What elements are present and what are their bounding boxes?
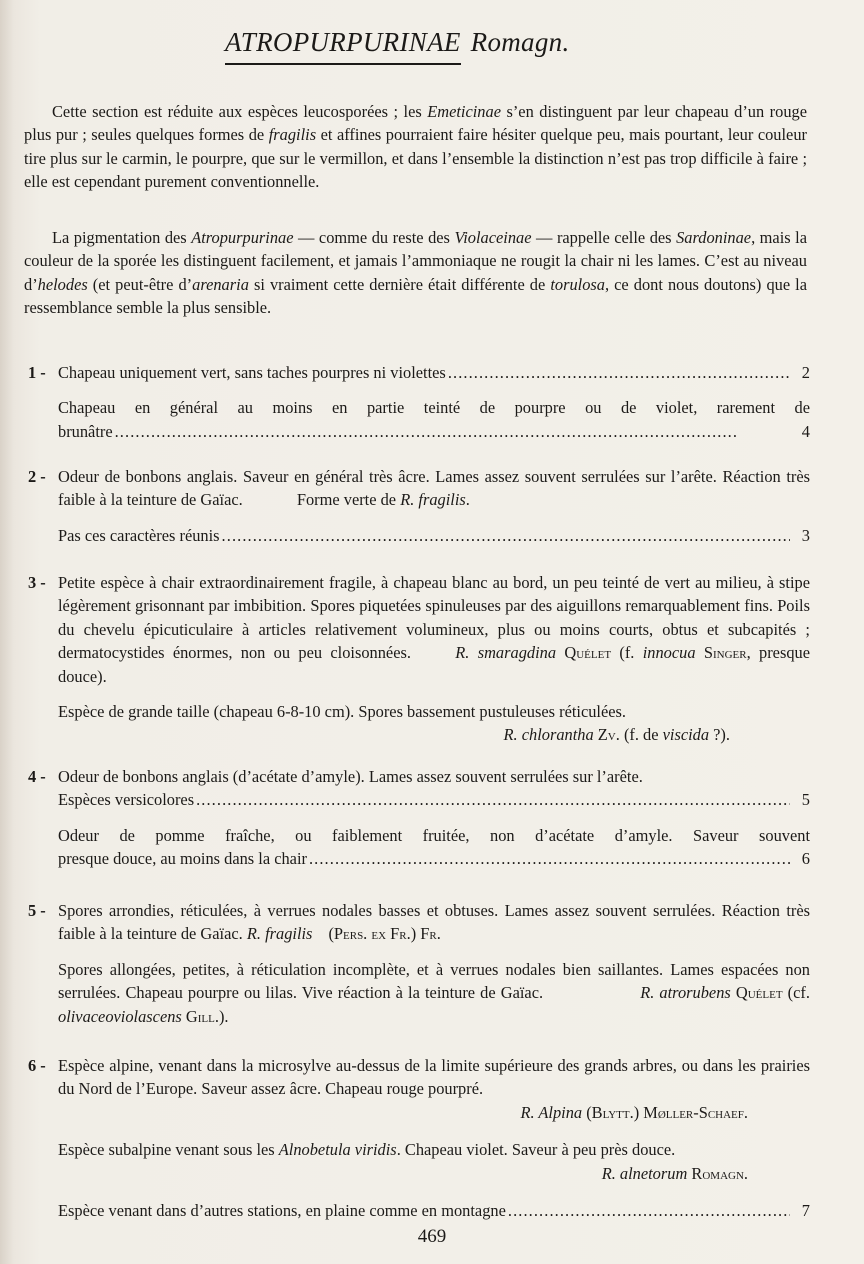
couplet-number: 5 -: [28, 901, 46, 920]
text: s’en distinguent par leur chapeau d’un rouge plus pur ; seules quelques formes de: [24, 102, 808, 145]
lead-text: Espèce de grande taille (chapeau 6-8-10 cm). Spores bassement pustuleuses réticulées.: [58, 702, 626, 722]
taxon-name: R. fragilis: [246, 924, 313, 944]
result-taxon: [58, 1162, 810, 1185]
taxon-name: R. fragilis: [400, 490, 466, 510]
leader-dots: [508, 1199, 790, 1222]
text: Forme verte de: [296, 490, 401, 510]
text: (cf.: [782, 983, 810, 1003]
key-lead-alternative: [24, 396, 810, 443]
lead-text: Spores arrondies, réticulées, à verrues nodales basses et obtuses. Lames assez souvent serrulées. Réaction très faible à la teinture de Gaïac.: [58, 901, 810, 944]
authority: Zv.: [597, 725, 620, 745]
goto-number: 4: [801, 421, 810, 441]
section-title: [225, 27, 570, 65]
key-lead: [24, 899, 810, 946]
taxon-name: R. smaragdina: [455, 643, 557, 663]
result-taxon: [297, 490, 470, 509]
couplet-number: 2 -: [28, 467, 46, 486]
leader-dots: [196, 788, 790, 811]
couplet-number: 1 -: [28, 363, 46, 382]
lead-text: Chapeau en général au moins en partie teinté de pourpre ou de violet, rarement de: [58, 398, 810, 418]
lead-text: brunâtre: [58, 421, 113, 441]
page-number: 469: [417, 1226, 447, 1247]
taxon-name: Sardoninae: [676, 228, 752, 247]
result-taxon: [58, 1101, 810, 1124]
lead-text: Spores allongées, petites, à réticulation incomplète, et à verrues nodales bien saillantes. Lames espacées non serrulées. Chapeau pourpre ou lilas. Vive réaction à la teinture de Gaïac.: [58, 959, 810, 1003]
text: (et peut-être d’: [87, 274, 193, 294]
taxon-name: Violaceinae: [454, 228, 532, 247]
key-couplet-6: [24, 1054, 810, 1222]
text: ).: [218, 1006, 229, 1026]
leader-dots: [309, 847, 790, 870]
taxon-name: R. atrorubens: [640, 983, 731, 1003]
result-taxon: [58, 723, 810, 746]
text: Cette section est réduite aux espèces leucosporées ; les: [52, 102, 428, 121]
text: La pigmentation des: [52, 228, 192, 247]
taxon-name: olivaceoviolascens: [58, 1006, 182, 1026]
lead-text: Odeur de bonbons anglais (d’acétate d’amyle). Lames assez souvent serrulées sur l’arête.: [58, 767, 643, 786]
key-lead-alternative: [24, 1199, 810, 1222]
text: — rappelle celle des: [531, 228, 677, 247]
key-couplet-4: [24, 765, 810, 871]
lead-text: presque douce, au moins dans la chair: [58, 849, 307, 869]
text: si vraiment cette dernière était différente de: [248, 274, 551, 294]
authority: Romagn.: [691, 1163, 748, 1183]
text: — comme du reste des: [293, 228, 455, 247]
text: , presque douce).: [58, 643, 810, 686]
text: et affines pourraient faire hésiter quelque peu, mais pourtant, leur couleur tire plus sur le carmin, le pourpre, que sur le vermillon, et dans l’ensemble la distinction n’est pas trop difficile à faire ; elle est cependant purement conventionnelle.: [24, 125, 807, 192]
leader-dots: [448, 361, 790, 384]
text: , ce dont nous doutons) que la ressemblance semble la plus sensible.: [24, 274, 808, 318]
key-couplet-2: [24, 465, 810, 547]
key-lead: [24, 571, 810, 688]
key-couplet-5: [24, 899, 810, 1028]
lead-text: Espèces versicolores: [58, 790, 195, 810]
key-couplet-1: [24, 361, 810, 443]
taxon-name: helodes: [37, 274, 88, 294]
authority: (Pers. ex Fr.) Fr.: [328, 924, 441, 944]
lead-text: Pas ces caractères réunis: [58, 525, 220, 545]
key-lead-alternative: [24, 824, 810, 871]
taxon-name: arenaria: [192, 274, 249, 294]
goto-number: 6: [801, 849, 810, 869]
lead-text: Odeur de bonbons anglais. Saveur en général très âcre. Lames assez souvent serrulées sur l’arête. Réaction très faible à la teinture de Gaïac.: [58, 467, 810, 510]
leader-dots: [222, 524, 790, 547]
lead-text: Espèce venant dans d’autres stations, en plaine comme en montagne: [58, 1201, 506, 1221]
text: ?).: [709, 725, 730, 745]
taxon-name: Atropurpurinae: [191, 228, 294, 247]
goto-number: 3: [801, 525, 810, 545]
goto-number: 7: [801, 1201, 810, 1221]
taxon-name: innocua: [642, 643, 696, 663]
key-lead: [24, 361, 810, 384]
taxon-name: fragilis: [268, 125, 317, 145]
leader-dots: [115, 420, 790, 443]
authority: Singer: [703, 643, 747, 663]
couplet-number: 4 -: [28, 767, 46, 786]
key-lead: [24, 1054, 810, 1124]
text: (f. de: [619, 725, 663, 745]
key-lead-alternative: [24, 700, 810, 747]
taxon-name: R. chlorantha: [503, 725, 594, 745]
text: Espèce subalpine venant sous les: [58, 1140, 279, 1160]
lead-text: [58, 1138, 810, 1161]
taxon-name: R. alnetorum: [601, 1163, 688, 1183]
taxon-name: torulosa: [550, 274, 605, 294]
text: , mais la couleur de la sporée les distinguent facilement, et jamais l’ammoniaque ne rougit la chair ni les lames. C’est au niveau d’: [24, 228, 807, 294]
lead-text: Odeur de pomme fraîche, ou faiblement fruitée, non d’acétate d’amyle. Saveur souvent: [58, 825, 810, 845]
section-title-author: Romagn.: [470, 27, 570, 57]
couplet-number: 3 -: [28, 573, 46, 592]
key-lead-alternative: [24, 524, 810, 547]
taxon-name: Emeticinae: [427, 102, 501, 121]
key-lead-alternative: [24, 1138, 810, 1185]
text: .: [465, 490, 470, 510]
key-lead: [24, 765, 810, 812]
couplet-number: 6 -: [28, 1056, 46, 1075]
authority: Gill.: [185, 1006, 219, 1026]
lead-text: Espèce alpine, venant dans la microsylve au-dessus de la limite supérieure des grands arbres, ou dans les prairies du Nord de l’Europe. Saveur assez âcre. Chapeau rouge pourpré.: [58, 1056, 810, 1099]
key-couplet-3: [24, 571, 810, 747]
taxon-name: R. Alpina: [520, 1102, 583, 1122]
text: (f.: [611, 643, 643, 663]
intro-paragraph-2: [24, 226, 807, 320]
taxon-name: viscida: [662, 725, 710, 745]
text: . Chapeau violet. Saveur à peu près douce.: [396, 1140, 676, 1160]
authority: Quélet: [735, 983, 783, 1003]
intro-paragraph-1: [24, 100, 807, 194]
goto-number: 2: [801, 363, 810, 382]
lead-text: Petite espèce à chair extraordinairement fragile, à chapeau blanc au bord, un peu teinté de vert au milieu, à stipe légèrement grisonnant par imbibition. Spores piquetées spinuleuses par des aiguillons remarquablement fins. Poils du chevelu épicuticulaire à articles relativement volumineux, plus ou moins courts, obtus et subcapités ; dermatocystides énormes, non ou peu cloisonnées.: [58, 573, 810, 663]
result-taxon: [247, 924, 441, 943]
authority: Quélet: [564, 643, 612, 663]
key-lead: [24, 465, 810, 512]
goto-number: 5: [801, 790, 810, 810]
section-title-name: ATROPURPURINAE: [225, 27, 461, 65]
taxon-name: Alnobetula viridis: [278, 1140, 397, 1160]
authority: (Blytt.) Møller-Schaef.: [586, 1102, 748, 1122]
key-lead-alternative: [24, 958, 810, 1028]
lead-text: Chapeau uniquement vert, sans taches pourpres ni violettes: [58, 363, 446, 382]
